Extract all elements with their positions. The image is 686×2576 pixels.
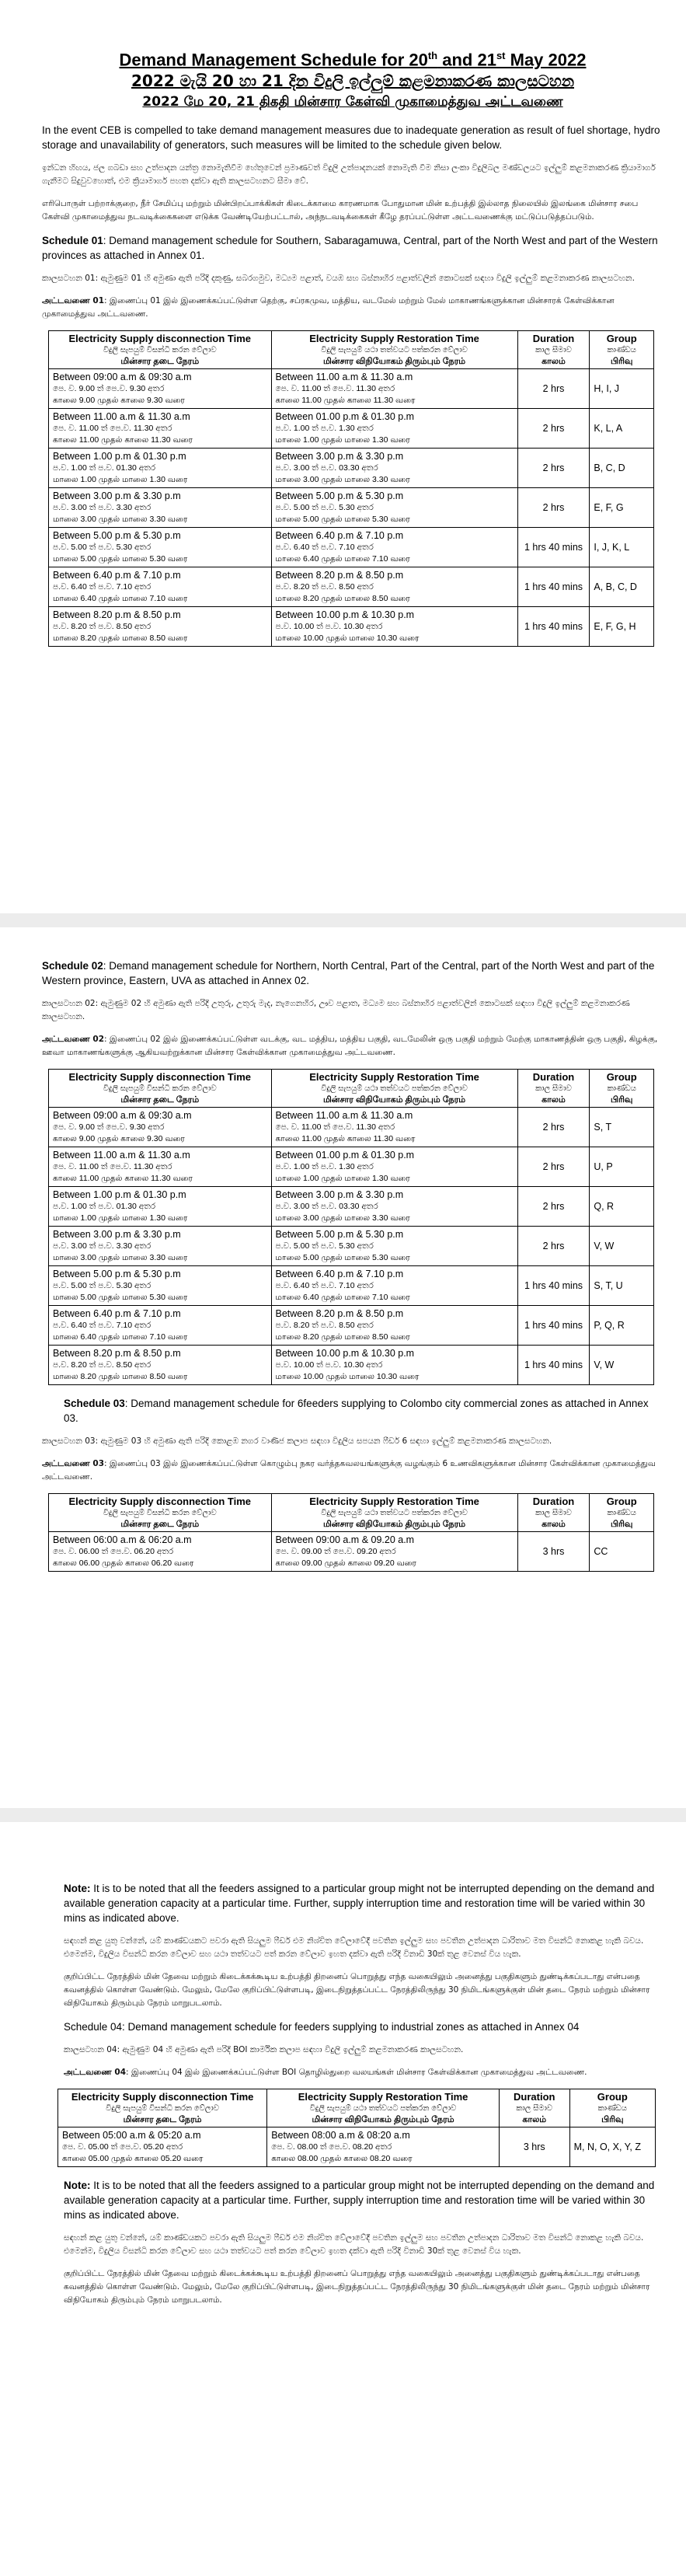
disconnection-time-en: Between 5.00 p.m & 5.30 p.m [53,1269,181,1279]
group-cell: M, N, O, X, Y, Z [569,2127,655,2167]
restoration-time-si: ප.ව. 3.00 ත් ප.ව. 03.30 අතර [275,463,378,473]
restoration-time-cell [271,528,517,567]
restoration-time-si: ප.ව. 10.00 ත් ප.ව. 10.30 අතර [275,1360,383,1370]
duration-cell: 2 hrs [517,449,590,488]
restoration-time-en: Between 3.00 p.m & 3.30 p.m [275,1189,404,1200]
restoration-time-si: ප.ව. 6.40 ත් ප.ව. 7.10 අතර [275,1281,374,1290]
duration-cell: 2 hrs [517,369,590,409]
table-row [49,1306,654,1346]
schedule-2-ta: அட்டவணை 02: இணைப்பு 02 இல் இணைக்கப்பட்டுள்ள வடக்கு, வட மத்திய, மத்திய பகுதி, வடமேலின் ஒரு பகுதி மற்றும் மேற்கு மாகாணத்தின் ஒரு பகுதி, கிழக்கு, ஊவா மாகாணங்களுக்கு ஆகியவற்றுக்கான மின்சார கேள்விக்கான முகாமைத்துவ அட்டவணை. [42,1035,658,1057]
table-row [49,1147,654,1187]
restoration-time-en: Between 08:00 a.m & 08:20 a.m [271,2130,410,2141]
duration-cell: 1 hrs 40 mins [517,607,590,647]
note-si: සඳහන් කළ යුතු වන්නේ, යම් කාණ්ඩයකට පවරා ඇති සියලුම ෆීඩර් එම නිශ්චිත වේලාවේදී පවතින ඉල්ලුම සහ පවතින උත්පාදන ධාරිතාව මත විසන්ධි නොකළ හැකි බවය. එමෙන්ම, විදුලිය විසන්ධි කරන වේලාව සහ යථා තත්වයට පත් කරන වේලාව ඉහත දක්වා ඇති පරිදි විනාඩි 30ක් තුළ වෙනස් විය හැක. [64,1936,644,1959]
restoration-time-ta: காலை 09.00 முதல் காலை 09.20 வரை [275,1559,416,1568]
disconnection-time-en: Between 6.40 p.m & 7.10 p.m [53,570,181,581]
restoration-time-en: Between 3.00 p.m & 3.30 p.m [275,451,404,462]
disconnection-time-en: Between 6.40 p.m & 7.10 p.m [53,1308,181,1319]
disconnection-time-ta: மாலை 8.20 முதல் மாலை 8.50 வரை [53,1372,188,1381]
restoration-time-en: Between 10.00 p.m & 10.30 p.m [275,609,415,621]
schedule-2-heading: Schedule 02: Demand management schedule for Northern, North Central, Part of the Central, part of the North West and part of the Western province, Eastern, UVA as attached in Annex 02. [42,960,655,986]
restoration-time-en: Between 01.00 p.m & 01.30 p.m [275,1150,415,1161]
duration-cell: 3 hrs [499,2127,569,2167]
note-en-2: Note: It is to be noted that all the feeders assigned to a particular group might not be interrupted depending on the demand and available generation capacity at a particular time. Further, supply interruption time and restoration time will be varied within 30 mins as indicated above. [64,2180,655,2221]
intro-si: ඉන්ධන හිඟය, ජල ගබඩා සහ උත්පාදන යන්ත්‍ර නොමැතිවීම හේතුවෙන් ප්‍රමාණවත් විදුලි උත්පාදනයක් නොමැති වීම නිසා ලංකා විදුලිබල මණ්ඩලයට ඉල්ලුම් කළමනාකරණ ක්‍රියාමාර්ග ගැනීමට සිදුවුවහොත්, එම ක්‍රියාමාර්ග පහත දක්වා ඇති කාලසටහනට සීමා වේ. [42,163,656,187]
title-en: Demand Management Schedule for 20th and 21st May 2022 [119,50,587,70]
restoration-time-ta: மாலை 5.00 முதல் மாலை 5.30 வரை [275,515,410,525]
group-cell: V, W [590,1227,654,1266]
restoration-time-si: පෙ. ව. 08.00 ත් පෙ.ව. 08.20 අතර [271,2142,392,2152]
disconnection-time-ta: மாலை 5.00 முதல் மாலை 5.30 வரை [53,1293,188,1302]
page-separator [0,1808,686,1822]
disconnection-time-ta: காலை 9.00 முதல் காலை 9.30 வரை [53,396,185,406]
disconnection-time-si: ප.ව. 5.00 ත් ප.ව. 5.30 අතර [53,1281,151,1290]
restoration-time-cell [271,488,517,528]
group-cell: U, P [590,1147,654,1187]
title-ta: 2022 மே 20, 21 திகதி மின்சார கேள்வி முகாமைத்துவ அட்டவணை [142,94,563,110]
restoration-time-ta: காலை 08.00 முதல் காலை 08.20 வரை [271,2154,413,2163]
restoration-time-en: Between 01.00 p.m & 01.30 p.m [275,411,415,423]
disconnection-time-en: Between 3.00 p.m & 3.30 p.m [53,490,181,502]
note-ta-2: குறிப்பிட்ட நேரத்தில் மின் தேவை மற்றும் கிடைக்கக்கூடிய உற்பத்தி திறனைப் பொறுத்து எந்த வகையிலும் அனைத்து பகுதிகளும் துண்டிக்கப்படாது என்பதை கவனத்தில் கொள்ள வேண்டும். மேலும், மேலே குறிப்பிட்டுள்ளபடி, இடைநிறுத்தப்பட்ட நேரத்திலிருந்து 30 நிமிடங்களுக்குள் மின் தடை நேரம் மற்றும் மின்சார விநியோகம் திரும்பும் நேரம் மாறுபடலாம். [64,2269,650,2305]
restoration-time-cell [271,409,517,449]
disconnection-time-en: Between 1.00 p.m & 01.30 p.m [53,1189,186,1200]
restoration-time-si: පෙ. ව. 11.00 ත් පෙ.ව. 11.30 අතර [275,1122,395,1132]
restoration-time-ta: காலை 11.00 முதல் காலை 11.30 வரை [275,1134,416,1143]
table-row [49,488,654,528]
disconnection-time-ta: காலை 11.00 முதல் காலை 11.30 வரை [53,1174,193,1183]
group-cell: H, I, J [590,369,654,409]
restoration-time-ta: மாலை 5.00 முதல் மாலை 5.30 வரை [275,1253,410,1262]
disconnection-time-cell [49,1147,272,1187]
disconnection-time-cell [49,528,272,567]
disconnection-time-si: පෙ. ව. 9.00 ත් පෙ.ව. 9.30 අතර [53,384,165,394]
restoration-time-ta: மாலை 1.00 முதல் மாலை 1.30 வரை [275,435,410,445]
disconnection-time-en: Between 09:00 a.m & 09:30 a.m [53,1110,192,1121]
disconnection-time-si: ප.ව. 8.20 ත් ප.ව. 8.50 අතර [53,1360,151,1370]
duration-cell: 1 hrs 40 mins [517,1266,590,1306]
schedule-3-table [48,1493,654,1572]
restoration-time-cell [271,369,517,409]
schedule-3-si: කාලසටහන 03: ඇමුණුම 03 හි අමුණා ඇති පරිදි කොළඹ නගර වාණිජ කලාප සඳහා විදුලිය සපයන ෆීඩර් 6 සඳහා ඉල්ලුම් කළමනාකරණ කාලසටහන. [42,1436,552,1446]
disconnection-time-si: පෙ. ව. 11.00 ත් පෙ.ව. 11.30 අතර [53,1162,172,1171]
group-cell: A, B, C, D [590,567,654,607]
restoration-time-en: Between 8.20 p.m & 8.50 p.m [275,570,404,581]
group-cell: CC [590,1532,654,1572]
disconnection-time-en: Between 3.00 p.m & 3.30 p.m [53,1229,181,1240]
disconnection-time-cell [49,1532,272,1572]
disconnection-time-si: පෙ. ව. 11.00 ත් පෙ.ව. 11.30 අතර [53,424,172,434]
restoration-time-si: ප.ව. 5.00 ත් ප.ව. 5.30 අතර [275,503,374,513]
disconnection-time-si: ප.ව. 6.40 ත් ප.ව. 7.10 අතර [53,1321,151,1330]
disconnection-time-cell [58,2127,267,2167]
page-separator [0,913,686,927]
schedule-3-ta: அட்டவணை 03: இணைப்பு 03 இல் இணைக்கப்பட்டுள்ள கொழும்பு நகர வர்த்தகவலயங்களுக்கு வழங்கும் 6 உணவிகளுக்கான மின்சார கேள்விக்கான முகாமைத்துவ அட்டவணை. [42,1459,656,1482]
disconnection-time-si: ප.ව. 5.00 ත් ප.ව. 5.30 අතර [53,543,151,553]
restoration-time-si: ප.ව. 5.00 ත් ප.ව. 5.30 අතර [275,1241,374,1251]
restoration-time-ta: மாலை 3.00 முதல் மாலை 3.30 வரை [275,1213,410,1223]
note-en: Note: It is to be noted that all the feeders assigned to a particular group might not be interrupted depending on the demand and available generation capacity at a particular time. Further, supply interruption time and restoration time will be varied within 30 mins as indicated above. [64,1883,655,1924]
disconnection-time-ta: மாலை 1.00 முதல் மாலை 1.30 வரை [53,475,188,485]
schedule-1-si: කාලසටහන 01: ඇමුණුම 01 හි අමුණා ඇති පරිදි දකුණු, සබරගමුව, මධ්‍යම පළාත්, වයඹ සහ බස්නාහිර පළාත්වලින් කොටසක් සඳහා විදුලි ඉල්ලුම් කළමනාකරණ කාලසටහන. [42,274,635,284]
disconnection-time-ta: மாலை 5.00 முதல் மாலை 5.30 வரை [53,554,188,564]
restoration-time-ta: மாலை 6.40 முதல் மாலை 7.10 வரை [275,1293,410,1302]
disconnection-time-cell [49,1346,272,1385]
restoration-time-ta: மாலை 10.00 முதல் மாலை 10.30 வரை [275,1372,420,1381]
disconnection-time-cell [49,1108,272,1147]
disconnection-time-si: ප.ව. 3.00 ත් ප.ව. 3.30 අතර [53,1241,151,1251]
disconnection-time-ta: மாலை 1.00 முதல் மாலை 1.30 வரை [53,1213,188,1223]
group-cell: E, F, G [590,488,654,528]
restoration-time-si: ප.ව. 3.00 ත් ප.ව. 03.30 අතර [275,1202,378,1211]
duration-cell: 1 hrs 40 mins [517,1346,590,1385]
disconnection-time-cell [49,1306,272,1346]
restoration-time-cell [271,1227,517,1266]
restoration-time-ta: மாலை 8.20 முதல் மாலை 8.50 வரை [275,594,410,604]
restoration-time-si: ප.ව. 6.40 ත් ප.ව. 7.10 අතර [275,543,374,553]
disconnection-time-en: Between 11.00 a.m & 11.30 a.m [53,411,190,423]
table-row [49,1266,654,1306]
group-cell: S, T [590,1108,654,1147]
page-2 [0,927,686,1808]
note-si-2: සඳහන් කළ යුතු වන්නේ, යම් කාණ්ඩයකට පවරා ඇති සියලුම ෆීඩර් එම නිශ්චිත වේලාවේදී පවතින ඉල්ලුම සහ පවතින උත්පාදන ධාරිතාව මත විසන්ධි නොකළ හැකි බවය. එමෙන්ම, විදුලිය විසන්ධි කරන වේලාව සහ යථා තත්වයට පත් කරන වේලාව ඉහත දක්වා ඇති පරිදි විනාඩි 30ක් තුළ වෙනස් විය හැක. [64,2233,644,2256]
table-row [49,1108,654,1147]
restoration-time-cell [271,1306,517,1346]
duration-cell: 2 hrs [517,1187,590,1227]
restoration-time-en: Between 10.00 p.m & 10.30 p.m [275,1348,415,1359]
table-header-row: Electricity Supply disconnection Time විදුලි සැපයුම් විසන්ධි කරන වේලාව மின்சார தடை நேரம் Electricity Supply Restoration Time විදුලි සැපයුම් යථා තත්වයට පත්කරන වේලාව மின்சார விநியோகம் திரும்பும் நேரம் Duration කාල සීමාව காலம் Group කාණ්ඩය பிரிவு [49,331,654,369]
restoration-time-si: ප.ව. 10.00 ත් ප.ව. 10.30 අතර [275,622,383,632]
table-row [49,607,654,647]
disconnection-time-ta: மாலை 6.40 முதல் மாலை 7.10 வரை [53,1332,188,1342]
disconnection-time-si: පෙ. ව. 06.00 ත් පෙ.ව. 06.20 අතර [53,1547,174,1556]
page-3 [0,1822,686,2576]
disconnection-time-ta: மாலை 3.00 முதல் மாலை 3.30 வரை [53,1253,188,1262]
disconnection-time-cell [49,369,272,409]
group-cell: E, F, G, H [590,607,654,647]
restoration-time-en: Between 11.00 a.m & 11.30 a.m [275,1110,413,1121]
restoration-time-en: Between 6.40 p.m & 7.10 p.m [275,530,404,542]
group-cell: S, T, U [590,1266,654,1306]
duration-cell: 1 hrs 40 mins [517,528,590,567]
restoration-time-ta: மாலை 10.00 முதல் மாலை 10.30 வரை [275,634,420,644]
disconnection-time-en: Between 8.20 p.m & 8.50 p.m [53,1348,181,1359]
schedule-2-si: කාලසටහන 02: ඇමුණුම 02 හි අමුණා ඇති පරිදි උතුරු, උතුරු මැද, නැගෙනහිර, ඌව පළාත, මධ්‍යම සහ බස්නාහිර පළාත්වලින් කොටසක් සඳහා විදුලි ඉල්ලුම් කළමනාකරණ කාලසටහන. [42,999,630,1021]
table-header-row: Electricity Supply disconnection Time විදුලි සැපයුම් විසන්ධි කරන වේලාව மின்சார தடை நேரம் Electricity Supply Restoration Time විදුලි සැපයුම් යථා තත්වයට පත්කරන වේලාව மின்சார விநியோகம் திரும்பும் நேரம் Duration කාල සීමාව காலம் Group කාණ්ඩය பிரிவு [58,2089,656,2127]
restoration-time-si: ප.ව. 8.20 ත් ප.ව. 8.50 අතර [275,582,374,592]
schedule-1-table [48,330,654,647]
restoration-time-cell [271,1187,517,1227]
disconnection-time-ta: காலை 06.00 முதல் காலை 06.20 வரை [53,1559,194,1568]
restoration-time-ta: மாலை 3.00 முதல் மாலை 3.30 வரை [275,475,410,485]
schedule-4-table [57,2089,656,2167]
restoration-time-cell [271,1346,517,1385]
restoration-time-cell [271,1532,517,1572]
restoration-time-en: Between 6.40 p.m & 7.10 p.m [275,1269,404,1279]
duration-cell: 2 hrs [517,488,590,528]
table-header-row: Electricity Supply disconnection Time විදුලි සැපයුම් විසන්ධි කරන වේලාව மின்சார தடை நேரம் Electricity Supply Restoration Time විදුලි සැපයුම් යථා තත්වයට පත්කරන වේලාව மின்சார விநியோகம் திரும்பும் நேரம் Duration කාල සීමාව காலம் Group කාණ්ඩය பிரிவு [49,1494,654,1532]
disconnection-time-en: Between 8.20 p.m & 8.50 p.m [53,609,181,621]
disconnection-time-ta: மாலை 3.00 முதல் மாலை 3.30 வரை [53,515,188,525]
restoration-time-si: පෙ. ව. 09.00 ත් පෙ.ව. 09.20 අතර [275,1547,396,1556]
disconnection-time-si: පෙ. ව. 9.00 ත් පෙ.ව. 9.30 අතර [53,1122,165,1132]
table-row [49,1532,654,1572]
page-1 [0,0,686,913]
note-ta: குறிப்பிட்ட நேரத்தில் மின் தேவை மற்றும் கிடைக்கக்கூடிய உற்பத்தி திறனைப் பொறுத்து எந்த வகையிலும் அனைத்து பகுதிகளும் துண்டிக்கப்படாது என்பதை கவனத்தில் கொள்ள வேண்டும். மேலும், மேலே குறிப்பிட்டுள்ளபடி, இடைநிறுத்தப்பட்ட நேரத்திலிருந்து 30 நிமிடங்களுக்குள் மின் தடை நேரம் மற்றும் மின்சார விநியோகம் திரும்பும் நேரம் மாறுபடலாம். [64,1972,650,2008]
disconnection-time-cell [49,1187,272,1227]
table-row [49,409,654,449]
restoration-time-cell [271,449,517,488]
duration-cell: 2 hrs [517,409,590,449]
restoration-time-cell [271,567,517,607]
restoration-time-ta: மாலை 6.40 முதல் மாலை 7.10 வரை [275,554,410,564]
table-row [49,449,654,488]
title-si: 2022 මැයි 20 හා 21 දින විදුලි ඉල්ලුම් කළමනාකරණ කාලසටහන [131,72,574,91]
disconnection-time-si: ප.ව. 6.40 ත් ප.ව. 7.10 අතර [53,582,151,592]
table-row [49,1227,654,1266]
restoration-time-si: ප.ව. 1.00 ත් ප.ව. 1.30 අතර [275,424,374,434]
restoration-time-cell [271,1266,517,1306]
schedule-1-heading: Schedule 01: Demand management schedule for Southern, Sabaragamuwa, Central, part of the North West and part of the Western provinces as attached in Annex 01. [42,235,658,262]
restoration-time-en: Between 11.00 a.m & 11.30 a.m [275,372,413,383]
duration-cell: 2 hrs [517,1108,590,1147]
group-cell: Q, R [590,1187,654,1227]
disconnection-time-en: Between 06:00 a.m & 06:20 a.m [53,1534,192,1545]
schedule-2-table [48,1069,654,1385]
duration-cell: 2 hrs [517,1227,590,1266]
restoration-time-en: Between 09:00 a.m & 09.20 a.m [275,1534,415,1545]
schedule-3-heading: Schedule 03: Demand management schedule for 6feeders supplying to Colombo city commercial zones as attached in Annex 03. [64,1398,649,1424]
restoration-time-si: ප.ව. 8.20 ත් ප.ව. 8.50 අතර [275,1321,374,1330]
disconnection-time-si: ප.ව. 8.20 ත් ප.ව. 8.50 අතර [53,622,151,632]
disconnection-time-si: ප.ව. 3.00 ත් ප.ව. 3.30 අතර [53,503,151,513]
disconnection-time-en: Between 05:00 a.m & 05:20 a.m [62,2130,201,2141]
disconnection-time-en: Between 5.00 p.m & 5.30 p.m [53,530,181,542]
duration-cell: 2 hrs [517,1147,590,1187]
disconnection-time-en: Between 11.00 a.m & 11.30 a.m [53,1150,190,1161]
disconnection-time-ta: காலை 05.00 முதல் காலை 05.20 வரை [62,2154,204,2163]
disconnection-time-en: Between 09:00 a.m & 09:30 a.m [53,372,192,383]
table-row [49,1187,654,1227]
table-header-row: Electricity Supply disconnection Time විදුලි සැපයුම් විසන්ධි කරන වේලාව மின்சார தடை நேரம் Electricity Supply Restoration Time විදුලි සැපයුම් යථා තත්වයට පත්කරන වේලාව மின்சார விநியோகம் திரும்பும் நேரம் Duration කාල සීමාව காலம் Group කාණ්ඩය பிரிவு [49,1070,654,1108]
restoration-time-en: Between 5.00 p.m & 5.30 p.m [275,1229,404,1240]
disconnection-time-en: Between 1.00 p.m & 01.30 p.m [53,451,186,462]
group-cell: V, W [590,1346,654,1385]
table-row [49,369,654,409]
disconnection-time-cell [49,1266,272,1306]
schedule-4-ta: அட்டவணை 04: இணைப்பு 04 இல் இணைக்கப்பட்டுள்ள BOI தொழில்துறை வலயங்கள் மின்சார கேள்விக்கான முகாமைத்துவ அட்டவணை. [64,2068,587,2077]
restoration-time-cell [271,1147,517,1187]
schedule-4-heading: Schedule 04: Demand management schedule for feeders supplying to industrial zones as attached in Annex 04 [64,2021,580,2033]
restoration-time-ta: காலை 11.00 முதல் காலை 11.30 வரை [275,396,416,406]
disconnection-time-ta: மாலை 8.20 முதல் மாலை 8.50 வரை [53,634,188,644]
restoration-time-si: පෙ. ව. 11.00 ත් පෙ.ව. 11.30 අතර [275,384,395,394]
duration-cell: 1 hrs 40 mins [517,1306,590,1346]
schedule-1-ta: அட்டவணை 01: இணைப்பு 01 இல் இணைக்கப்பட்டுள்ள தெற்கு, சப்ரகமுவ, மத்திய, வடமேல் மற்றும் மேல் மாகாணங்களுக்கான மின்சாரக் கேள்விக்கான முகாமைத்துவ அட்டவணை. [42,296,615,319]
table-row [49,528,654,567]
disconnection-time-cell [49,449,272,488]
group-cell: I, J, K, L [590,528,654,567]
schedule-4-si: කාලසටහන 04: ඇමුණුම 04 හි අමුණා ඇති පරිදි BOI කාර්මික කලාප සඳහා විදුලි ඉල්ලුම් කළමනාකරණ කාලසටහන. [64,2045,464,2054]
disconnection-time-cell [49,488,272,528]
restoration-time-cell [267,2127,500,2167]
disconnection-time-ta: காலை 11.00 முதல் காலை 11.30 வரை [53,435,193,445]
restoration-time-si: ප.ව. 1.00 ත් ප.ව. 1.30 අතර [275,1162,374,1171]
intro-ta: எரிபொருள் பற்றாக்குறை, நீர் சேமிப்பு மற்றும் மின்பிறப்பாக்கிகள் கிடைக்காமை காரணமாக போதுமான மின் உற்பத்தி இல்லாத நிலையில் இலங்கை மின்சார சபை கேள்வி முகாமைத்துவ நடவடிக்கைகளை எடுக்க வேண்டியேற்பட்டால், அந்நடவடிக்கைகள் கீழே தரப்பட்டுள்ள அட்டவணைக்கு மட்டுப்படுத்தப்படும். [42,199,639,222]
intro-en: In the event CEB is compelled to take demand management measures due to inadequate generation as result of fuel shortage, hydro storage and unavailability of generators, such measures will be limited to the schedule given below. [42,124,660,152]
disconnection-time-si: ප.ව. 1.00 ත් ප.ව. 01.30 අතර [53,463,156,473]
group-cell: K, L, A [590,409,654,449]
disconnection-time-ta: காலை 9.00 முதல் காலை 9.30 வரை [53,1134,185,1143]
table-row [49,1346,654,1385]
group-cell: B, C, D [590,449,654,488]
restoration-time-cell [271,1108,517,1147]
restoration-time-en: Between 5.00 p.m & 5.30 p.m [275,490,404,502]
disconnection-time-cell [49,1227,272,1266]
disconnection-time-ta: மாலை 6.40 முதல் மாலை 7.10 வரை [53,594,188,604]
duration-cell: 1 hrs 40 mins [517,567,590,607]
disconnection-time-cell [49,607,272,647]
duration-cell: 3 hrs [517,1532,590,1572]
disconnection-time-cell [49,567,272,607]
group-cell: P, Q, R [590,1306,654,1346]
restoration-time-ta: மாலை 8.20 முதல் மாலை 8.50 வரை [275,1332,410,1342]
table-row [49,567,654,607]
restoration-time-ta: மாலை 1.00 முதல் மாலை 1.30 வரை [275,1174,410,1183]
disconnection-time-si: පෙ. ව. 05.00 ත් පෙ.ව. 05.20 අතර [62,2142,183,2152]
disconnection-time-si: ප.ව. 1.00 ත් ප.ව. 01.30 අතර [53,1202,156,1211]
restoration-time-cell [271,607,517,647]
disconnection-time-cell [49,409,272,449]
restoration-time-en: Between 8.20 p.m & 8.50 p.m [275,1308,404,1319]
table-row [58,2127,656,2167]
